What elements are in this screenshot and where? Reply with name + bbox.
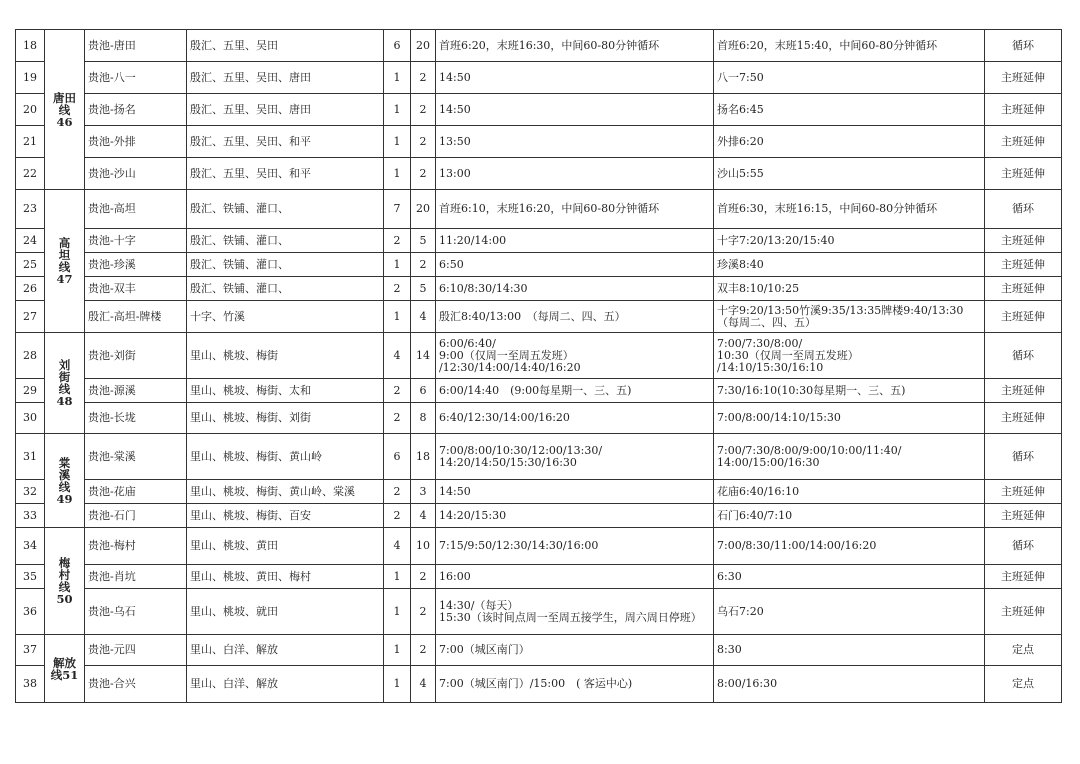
service-type-cell: 循环 <box>985 30 1062 62</box>
route-cell: 贵池-扬名 <box>85 94 187 126</box>
table-row <box>16 229 1062 253</box>
table-row <box>16 403 1062 434</box>
stops-cell: 里山、桃坡、梅街、黄山岭 <box>187 434 384 480</box>
route-cell: 贵池-石门 <box>85 504 187 528</box>
stops-cell: 殷汇、五里、吴田 <box>187 30 384 62</box>
return-times-cell: 7:30/16:10(10:30每星期一、三、五) <box>714 379 985 403</box>
outbound-times-cell: 6:10/8:30/14:30 <box>436 277 714 301</box>
table-row <box>16 379 1062 403</box>
line-name-cell: 梅 村 线 50 <box>45 528 85 635</box>
outbound-times-cell: 首班6:20，末班16:30，中间60-80分钟循环 <box>436 30 714 62</box>
row-number-cell: 27 <box>16 301 45 333</box>
stops-cell: 里山、桃坡、梅街 <box>187 333 384 379</box>
line-name-cell: 刘 街 线 48 <box>45 333 85 434</box>
outbound-times-cell: 14:50 <box>436 94 714 126</box>
service-type-cell: 主班延伸 <box>985 158 1062 190</box>
bus-count-cell: 6 <box>384 30 411 62</box>
row-number-cell: 31 <box>16 434 45 480</box>
service-type-cell: 定点 <box>985 635 1062 666</box>
table-row <box>16 589 1062 635</box>
service-type-cell: 主班延伸 <box>985 253 1062 277</box>
trip-count-cell: 2 <box>411 253 436 277</box>
table-row <box>16 480 1062 504</box>
table-row <box>16 504 1062 528</box>
route-cell: 贵池-乌石 <box>85 589 187 635</box>
service-type-cell: 主班延伸 <box>985 504 1062 528</box>
row-number-cell: 23 <box>16 190 45 229</box>
return-times-cell: 乌石7:20 <box>714 589 985 635</box>
table-row <box>16 126 1062 158</box>
table-row <box>16 528 1062 565</box>
stops-cell: 殷汇、铁铺、灌口、 <box>187 229 384 253</box>
stops-cell: 里山、桃坡、黄田、梅村 <box>187 565 384 589</box>
stops-cell: 里山、桃坡、梅街、刘街 <box>187 403 384 434</box>
line-name-cell: 棠 溪 线 49 <box>45 434 85 528</box>
row-number-cell: 24 <box>16 229 45 253</box>
stops-cell: 殷汇、五里、吴田、唐田 <box>187 94 384 126</box>
service-type-cell: 主班延伸 <box>985 229 1062 253</box>
row-number-cell: 37 <box>16 635 45 666</box>
bus-count-cell: 1 <box>384 589 411 635</box>
route-cell: 贵池-双丰 <box>85 277 187 301</box>
return-times-cell: 首班6:20，末班15:40，中间60-80分钟循环 <box>714 30 985 62</box>
table-row <box>16 301 1062 333</box>
bus-count-cell: 1 <box>384 158 411 190</box>
route-cell: 贵池-外排 <box>85 126 187 158</box>
table-row <box>16 253 1062 277</box>
row-number-cell: 21 <box>16 126 45 158</box>
return-times-cell: 石门6:40/7:10 <box>714 504 985 528</box>
row-number-cell: 20 <box>16 94 45 126</box>
outbound-times-cell: 6:00/6:40/ 9:00（仅周一至周五发班） /12:30/14:00/14:40/16:20 <box>436 333 714 379</box>
outbound-times-cell: 14:50 <box>436 62 714 94</box>
bus-count-cell: 4 <box>384 528 411 565</box>
stops-cell: 里山、桃坡、梅街、百安 <box>187 504 384 528</box>
trip-count-cell: 2 <box>411 62 436 94</box>
route-cell: 贵池-唐田 <box>85 30 187 62</box>
return-times-cell: 八一7:50 <box>714 62 985 94</box>
bus-count-cell: 7 <box>384 190 411 229</box>
return-times-cell: 8:30 <box>714 635 985 666</box>
bus-count-cell: 1 <box>384 301 411 333</box>
outbound-times-cell: 6:00/14:40 (9:00每星期一、三、五) <box>436 379 714 403</box>
return-times-cell: 7:00/8:30/11:00/14:00/16:20 <box>714 528 985 565</box>
trip-count-cell: 2 <box>411 126 436 158</box>
trip-count-cell: 6 <box>411 379 436 403</box>
outbound-times-cell: 7:15/9:50/12:30/14:30/16:00 <box>436 528 714 565</box>
trip-count-cell: 3 <box>411 480 436 504</box>
route-cell: 殷汇-高坦-牌楼 <box>85 301 187 333</box>
row-number-cell: 28 <box>16 333 45 379</box>
table-row <box>16 666 1062 703</box>
row-number-cell: 38 <box>16 666 45 703</box>
table-row <box>16 62 1062 94</box>
route-cell: 贵池-沙山 <box>85 158 187 190</box>
return-times-cell: 7:00/8:00/14:10/15:30 <box>714 403 985 434</box>
trip-count-cell: 5 <box>411 229 436 253</box>
trip-count-cell: 14 <box>411 333 436 379</box>
service-type-cell: 循环 <box>985 528 1062 565</box>
route-cell: 贵池-元四 <box>85 635 187 666</box>
return-times-cell: 7:00/7:30/8:00/9:00/10:00/11:40/ 14:00/15:00/16:30 <box>714 434 985 480</box>
bus-count-cell: 2 <box>384 504 411 528</box>
row-number-cell: 29 <box>16 379 45 403</box>
outbound-times-cell: 13:50 <box>436 126 714 158</box>
row-number-cell: 33 <box>16 504 45 528</box>
table-row <box>16 434 1062 480</box>
stops-cell: 殷汇、铁铺、灌口、 <box>187 277 384 301</box>
return-times-cell: 7:00/7:30/8:00/ 10:30（仅周一至周五发班） /14:10/15:30/16:10 <box>714 333 985 379</box>
trip-count-cell: 4 <box>411 301 436 333</box>
stops-cell: 殷汇、铁铺、灌口、 <box>187 253 384 277</box>
outbound-times-cell: 7:00（城区南门）/15:00 ( 客运中心) <box>436 666 714 703</box>
service-type-cell: 主班延伸 <box>985 126 1062 158</box>
stops-cell: 里山、桃坡、就田 <box>187 589 384 635</box>
route-cell: 贵池-八一 <box>85 62 187 94</box>
return-times-cell: 外排6:20 <box>714 126 985 158</box>
row-number-cell: 22 <box>16 158 45 190</box>
bus-count-cell: 6 <box>384 434 411 480</box>
service-type-cell: 主班延伸 <box>985 589 1062 635</box>
outbound-times-cell: 7:00/8:00/10:30/12:00/13:30/ 14:20/14:50/15:30/16:30 <box>436 434 714 480</box>
stops-cell: 里山、桃坡、梅街、黄山岭、棠溪 <box>187 480 384 504</box>
row-number-cell: 32 <box>16 480 45 504</box>
return-times-cell: 珍溪8:40 <box>714 253 985 277</box>
route-cell: 贵池-肖坑 <box>85 565 187 589</box>
bus-count-cell: 1 <box>384 62 411 94</box>
bus-count-cell: 1 <box>384 565 411 589</box>
row-number-cell: 34 <box>16 528 45 565</box>
bus-count-cell: 1 <box>384 126 411 158</box>
service-type-cell: 循环 <box>985 434 1062 480</box>
service-type-cell: 主班延伸 <box>985 94 1062 126</box>
trip-count-cell: 20 <box>411 190 436 229</box>
route-cell: 贵池-源溪 <box>85 379 187 403</box>
outbound-times-cell: 7:00（城区南门） <box>436 635 714 666</box>
return-times-cell: 双丰8:10/10:25 <box>714 277 985 301</box>
return-times-cell: 沙山5:55 <box>714 158 985 190</box>
row-number-cell: 19 <box>16 62 45 94</box>
return-times-cell: 6:30 <box>714 565 985 589</box>
trip-count-cell: 10 <box>411 528 436 565</box>
bus-count-cell: 1 <box>384 94 411 126</box>
bus-count-cell: 1 <box>384 253 411 277</box>
row-number-cell: 35 <box>16 565 45 589</box>
route-cell: 贵池-珍溪 <box>85 253 187 277</box>
outbound-times-cell: 6:50 <box>436 253 714 277</box>
outbound-times-cell: 11:20/14:00 <box>436 229 714 253</box>
service-type-cell: 定点 <box>985 666 1062 703</box>
table-row <box>16 277 1062 301</box>
outbound-times-cell: 殷汇8:40/13:00 （每周二、四、五） <box>436 301 714 333</box>
service-type-cell: 主班延伸 <box>985 379 1062 403</box>
stops-cell: 十字、竹溪 <box>187 301 384 333</box>
row-number-cell: 30 <box>16 403 45 434</box>
trip-count-cell: 2 <box>411 635 436 666</box>
line-name-cell: 解放 线51 <box>45 635 85 703</box>
service-type-cell: 主班延伸 <box>985 62 1062 94</box>
row-number-cell: 18 <box>16 30 45 62</box>
trip-count-cell: 2 <box>411 565 436 589</box>
table-body <box>16 30 1062 703</box>
bus-schedule-table <box>15 29 1062 703</box>
row-number-cell: 25 <box>16 253 45 277</box>
table-row <box>16 94 1062 126</box>
table-row <box>16 333 1062 379</box>
trip-count-cell: 2 <box>411 158 436 190</box>
bus-count-cell: 2 <box>384 229 411 253</box>
route-cell: 贵池-长垅 <box>85 403 187 434</box>
return-times-cell: 首班6:30，末班16:15，中间60-80分钟循环 <box>714 190 985 229</box>
bus-count-cell: 2 <box>384 277 411 301</box>
route-cell: 贵池-梅村 <box>85 528 187 565</box>
bus-count-cell: 2 <box>384 480 411 504</box>
return-times-cell: 8:00/16:30 <box>714 666 985 703</box>
outbound-times-cell: 14:30/（每天） 15:30（该时间点周一至周五接学生，周六周日停班） <box>436 589 714 635</box>
stops-cell: 里山、桃坡、梅街、太和 <box>187 379 384 403</box>
stops-cell: 殷汇、五里、吴田、唐田 <box>187 62 384 94</box>
trip-count-cell: 4 <box>411 666 436 703</box>
bus-count-cell: 1 <box>384 635 411 666</box>
bus-count-cell: 2 <box>384 379 411 403</box>
bus-count-cell: 2 <box>384 403 411 434</box>
table-row <box>16 158 1062 190</box>
route-cell: 贵池-棠溪 <box>85 434 187 480</box>
return-times-cell: 十字9:20/13:50竹溪9:35/13:35牌楼9:40/13:30 （每周二、四、五） <box>714 301 985 333</box>
table-row <box>16 635 1062 666</box>
return-times-cell: 扬名6:45 <box>714 94 985 126</box>
trip-count-cell: 8 <box>411 403 436 434</box>
return-times-cell: 花庙6:40/16:10 <box>714 480 985 504</box>
stops-cell: 里山、白洋、解放 <box>187 635 384 666</box>
outbound-times-cell: 6:40/12:30/14:00/16:20 <box>436 403 714 434</box>
line-name-cell: 高 坦 线 47 <box>45 190 85 333</box>
route-cell: 贵池-高坦 <box>85 190 187 229</box>
bus-count-cell: 1 <box>384 666 411 703</box>
route-cell: 贵池-花庙 <box>85 480 187 504</box>
stops-cell: 里山、白洋、解放 <box>187 666 384 703</box>
return-times-cell: 十字7:20/13:20/15:40 <box>714 229 985 253</box>
stops-cell: 殷汇、五里、吴田、和平 <box>187 158 384 190</box>
table-row <box>16 190 1062 229</box>
service-type-cell: 主班延伸 <box>985 403 1062 434</box>
bus-count-cell: 4 <box>384 333 411 379</box>
trip-count-cell: 20 <box>411 30 436 62</box>
row-number-cell: 36 <box>16 589 45 635</box>
outbound-times-cell: 14:50 <box>436 480 714 504</box>
outbound-times-cell: 13:00 <box>436 158 714 190</box>
row-number-cell: 26 <box>16 277 45 301</box>
outbound-times-cell: 16:00 <box>436 565 714 589</box>
outbound-times-cell: 14:20/15:30 <box>436 504 714 528</box>
trip-count-cell: 18 <box>411 434 436 480</box>
trip-count-cell: 2 <box>411 94 436 126</box>
service-type-cell: 主班延伸 <box>985 565 1062 589</box>
service-type-cell: 主班延伸 <box>985 277 1062 301</box>
trip-count-cell: 2 <box>411 589 436 635</box>
stops-cell: 殷汇、五里、吴田、和平 <box>187 126 384 158</box>
service-type-cell: 循环 <box>985 190 1062 229</box>
service-type-cell: 主班延伸 <box>985 301 1062 333</box>
service-type-cell: 循环 <box>985 333 1062 379</box>
route-cell: 贵池-刘街 <box>85 333 187 379</box>
route-cell: 贵池-十字 <box>85 229 187 253</box>
stops-cell: 里山、桃坡、黄田 <box>187 528 384 565</box>
route-cell: 贵池-合兴 <box>85 666 187 703</box>
trip-count-cell: 5 <box>411 277 436 301</box>
service-type-cell: 主班延伸 <box>985 480 1062 504</box>
outbound-times-cell: 首班6:10，末班16:20，中间60-80分钟循环 <box>436 190 714 229</box>
stops-cell: 殷汇、铁铺、灌口、 <box>187 190 384 229</box>
trip-count-cell: 4 <box>411 504 436 528</box>
table-row <box>16 30 1062 62</box>
table-row <box>16 565 1062 589</box>
line-name-cell: 唐田 线 46 <box>45 30 85 190</box>
